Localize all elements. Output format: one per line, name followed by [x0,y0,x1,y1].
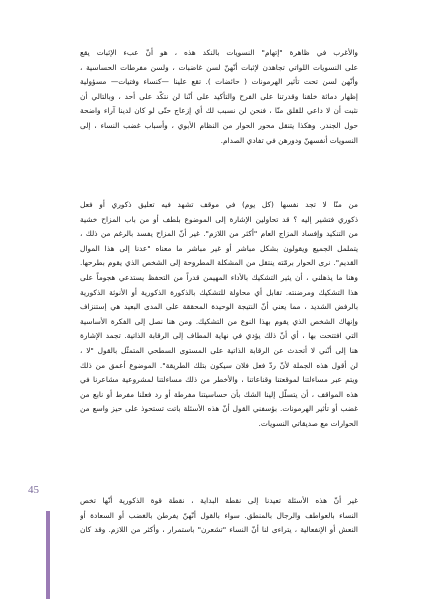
paragraph-line: نثبت أن لا داعي للقلق منّا ، فنحن لن نسبب لك أي إزعاج حتّى لو كان لدينا آراء واضحة [80,106,358,116]
paragraph-1 [80,46,358,148]
page-number: 45 [28,484,39,496]
paragraph-line: الحوارات مع صديقاتي النسويات. [258,418,358,428]
paragraph-line: وهنا ما يذهلني ، أن يثير التشكيك بالأداء المهيمن قدراً من التحفظ يستدعي هجوماً على [80,272,358,282]
paragraph-line: ذكوري فتشير إليه ؟ قد تحاولين الإشارة إلى الموضوع بلطف أو من باب المزاح خشية [80,214,358,224]
paragraph-line: هذا التشكيك ومرضنته. تقابل أي محاولة للتشكيك بالذكورة الذكورية أو الأنوثة الذكورية [80,287,358,297]
paragraph-line: وإنهاك الشخص الذي يقوم بهذا النوع من التشكيك. ومن هنا نصل إلى الفكرة الأساسية [80,316,358,326]
accent-bar [46,511,50,599]
paragraph-line: هذه المواقف ، أن يتسلّل إلينا الشك بأن حساسيتنا مفرطة أو رد فعلنا مفرط أو نابع من [80,389,358,399]
paragraph-line: من التنكيد وإفساد المزاج العام "أكثر من اللازم". غير أنّ المزاح يفسد بالرغم من ذلك ، [80,229,358,239]
paragraph-line: وأنّهن لسن تحت تأثير الهرمونات ( حائضات ). تقع علينا —كنساء وفتيات— مسؤولية [80,77,358,87]
paragraph-line: على النسويات اللواتي تجاهدن لإثبات أنّهنّ لسن غاضبات ، ولسن مفرطات الحساسية ، [80,62,358,72]
paragraph-line: النسويات أنفسهنّ ودورهن في تفادي الصدام. [220,135,358,145]
paragraph-line: إظهار دماثة خلقنا وقدرتنا على الفرح والتأكيد على أنّنا لن نتكّد على أحد ، وبالتالي أن [80,91,358,101]
paragraph-line: التي افتتحت بها ، أي أنّ ذلك يؤدي في نهاية المطاف إلى الرقابة الذاتية. تجمد الإشارة [80,331,358,341]
paragraph-line: لن أقول هذه الجملة لأنّ ردّ فعل فلان سيكون بتلك الطريقة". الموضوع أعمق من ذلك [80,360,358,370]
paragraph-line: والأغرب في ظاهرة "إتهام" النسويات بالنكد هذه ، هو أنّ عبء الإثبات يقع [80,48,358,57]
paragraph-line: النعش أو الإنفعالية ، يتراءى لنا أنّ النساء "تشعرن" باستمرار ، وأكثر من اللازم. وقد كان [80,525,358,535]
paragraph-line: هنا إلى أنّني لا أتحدث عن الرقابة الذاتية على المستوى السطحي المتمثّل بالقول "لا ، [80,345,358,355]
paragraph-line: النساء بالعواطف والرجال بالمنطق. سواء بالقول أنّهنّ يفرطن بالغضب أو السعادة أو [80,510,358,520]
paragraph-2 [80,198,358,432]
paragraph-line: غير أنّ هذه الأسئلة تعيدنا إلى نقطة البداية ، نقطة قوة الذكورية أنّها تخص [80,496,358,505]
paragraph-line: غضب أو تأثير الهرمونات. بؤسفني القول أنّ هذه الأسئلة باتت تستحوذ على حيز واسع من [80,404,358,414]
paragraph-3 [80,494,358,538]
paragraph-line: القديم". نرى الحوار برمّته ينتقل من المشكلة المطروحة إلى الشخص الذي يقوم بطرحها. [80,258,358,268]
paragraph-line: من منّا لا تجد نفسها (كل يوم) في موقف تشهد فيه تعليق ذكوري أو فعل [80,200,358,209]
paragraph-line: حول الجندر. وهكذا يتنقل محور الحوار من النظام الأبوي ، وأسباب غضب النساء ، إلى [80,120,358,130]
paragraph-line: يتململ الجميع ويقولون بشكل مباشر أو غير مباشر ما معناه "عدنا إلى هذا الموال [80,243,358,253]
paragraph-line: بالرفض الشديد ، مما يعني أنّ النتيجة الوحيدة المحققة على المدى البعيد هي إستنزاف [80,302,358,312]
paragraph-line: ويتم عبر مساءلتنا لموقعتنا وقناعاتنا ، والأخطر من ذلك مساءلتنا لمشروعية مشاعرنا في [80,375,358,385]
